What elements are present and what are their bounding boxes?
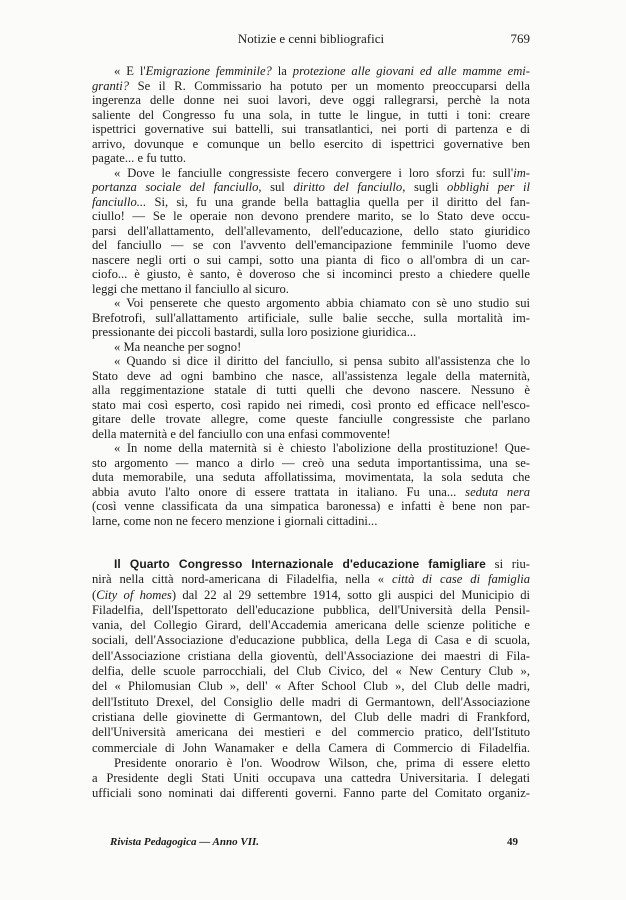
italic-text: portanza sociale del fanciullo	[92, 180, 259, 194]
italic-text: granti?	[92, 78, 130, 93]
italic-text: protezione alle giovani ed alle mamme emi-	[292, 64, 530, 78]
text-run: « Quando si dice il diritto del fanciullo, si pensa subito all'assistenza che lo	[114, 354, 530, 368]
text-line	[92, 282, 530, 297]
text-line	[92, 603, 530, 618]
text-run: Brefotrofi, sull'allattamento artificiale, sulle balie secche, sulla mortalità im-	[92, 310, 530, 325]
text-run: del fanciullo — se con l'avvento dell'emancipazione femminile l'uomo deve	[92, 238, 530, 252]
text-run: commerciale di John Wanamaker e della Camera di Commercio di Filadelfia.	[92, 740, 530, 755]
text-run: del « Philomusian Club », dell' « After School Club », del Club delle madri,	[92, 679, 530, 694]
text-run: , sugli	[402, 180, 448, 194]
text-run: ufficiali sono nominati dai differenti governi. Fanno parte del Comitato organiz-	[92, 786, 530, 801]
text-run: delfia, delle scuole parrocchiali, del Club Civico, del « New Century Club »,	[92, 664, 530, 679]
text-run: leggi che mettano il fanciullo al sicuro.	[92, 281, 289, 296]
paragraph	[92, 441, 530, 528]
text-run: la	[271, 64, 293, 78]
paragraph	[92, 340, 530, 355]
journal-signature: Rivista Pedagogica — Anno VII.	[110, 836, 260, 848]
text-line	[92, 557, 530, 572]
text-run: gitare delle trovate allegre, come queste fanciulle congressiste che parlano	[92, 412, 530, 426]
text-line	[92, 108, 530, 123]
text-line	[92, 771, 530, 786]
text-run: Si, si, fu una grande bella battaglia quella per il diritto del fan-	[146, 194, 530, 209]
text-run: dell'Università americana dei mestieri e del commercio pratico, dell'Istituto	[92, 725, 530, 740]
text-run: dell'Istituto Drexel, del Consiglio delle madri di Germantown, dell'Associazione	[92, 694, 530, 709]
text-run: dell'Associazione cristiana della gioventù, dell'Associazione dei maestri di Fila-	[92, 648, 530, 663]
text-run: « Dove le fanciulle congressiste fecero convergere i loro sforzi fu: sull'	[114, 165, 514, 180]
text-run: cristiana delle giovinette di Germantown, del Club delle madri di Frankford,	[92, 709, 530, 724]
text-line	[92, 756, 530, 771]
text-run: arrivo, dovunque e comunque un bello esercito di ispettrici governative ben	[92, 136, 530, 151]
text-run: stato mai così esperto, così rapido nei rimedi, così pronto ed efficace nell'esco-	[92, 397, 530, 412]
text-run: alla reggimentazione statale di tutti quelli che devono nascere. Nessuno è	[92, 383, 530, 397]
text-line	[92, 456, 530, 471]
text-line	[92, 649, 530, 664]
bold-heading-text: Il Quarto Congresso Internazionale d'educazione famigliare	[114, 557, 486, 571]
text-line	[92, 572, 530, 587]
text-run: ingerenza delle donne nei suoi lavori, deve oggi rallegrarsi, perchè la nota	[92, 93, 530, 107]
text-line	[92, 224, 530, 239]
text-run: sto argomento — manco a dirlo — creò una seduta importantissima, una se-	[92, 455, 530, 470]
paragraph	[92, 166, 530, 297]
italic-text: Emigrazione femminile?	[145, 64, 272, 78]
text-run: ispettrici governative sui battelli, sui transatlantici, nei porti di partenza e di	[92, 122, 530, 136]
sheet-number: 49	[507, 836, 518, 848]
section-fourth-congress	[92, 557, 530, 802]
text-run: « In nome della maternità si è chiesto l'abolizione della prostituzione! Que-	[114, 441, 530, 455]
text-run: si riu-	[485, 557, 530, 571]
text-line	[92, 485, 530, 500]
text-line	[92, 166, 530, 181]
text-line	[92, 710, 530, 725]
text-line	[92, 633, 530, 648]
text-run: « Voi penserete che questo argomento abbia chiamato con sè uno studio sui	[114, 296, 530, 310]
text-line	[92, 195, 530, 210]
text-run: nascere negli orti o sui campi, sotto una pianta di fico o all'ombra di un car-	[92, 252, 530, 267]
text-line	[92, 180, 530, 195]
text-line	[92, 340, 530, 355]
text-run: Se il R. Commissario ha potuto per un momento preoccuparsi della	[129, 78, 530, 93]
page-number: 769	[510, 31, 530, 46]
text-line	[92, 679, 530, 694]
text-line	[92, 267, 530, 282]
text-run: duta memorabile, una seduta affollatissima, movimentata, la sola seduta che	[92, 470, 530, 484]
text-line	[92, 296, 530, 311]
section-congress-report	[92, 64, 530, 528]
running-title: Notizie e cenni bibliografici	[237, 31, 385, 46]
text-run: « Ma neanche per sogno!	[114, 339, 242, 354]
text-run: (	[92, 587, 97, 602]
italic-text: seduta nera	[465, 484, 530, 499]
text-run: nirà nella città nord-americana di Filadelfia, nella «	[92, 572, 393, 587]
text-line	[92, 238, 530, 253]
text-run: larne, come non ne fecero menzione i giornali cittadini...	[92, 513, 378, 528]
text-line	[92, 441, 530, 456]
text-run: (così venne classificata da una simpatica baronessa) e infatti è bene non par-	[92, 499, 530, 513]
page-footer	[110, 836, 518, 848]
text-line	[92, 514, 530, 529]
text-line	[92, 588, 530, 603]
text-run: della maternità e del fanciullo con una enfasi commovente!	[92, 426, 391, 441]
text-line	[92, 398, 530, 413]
text-line	[92, 137, 530, 152]
paragraph	[92, 296, 530, 340]
text-line	[92, 209, 530, 224]
text-line	[92, 79, 530, 94]
text-line	[92, 311, 530, 326]
running-header	[92, 31, 530, 47]
text-line	[92, 122, 530, 137]
text-line	[92, 695, 530, 710]
text-line	[92, 383, 530, 398]
italic-text: città di case di famiglia	[392, 572, 530, 587]
italic-text: City of homes	[96, 587, 172, 602]
text-run: ciullo! — Se le operaie non devono prendere marito, se lo Stato deve occu-	[92, 209, 530, 223]
text-line	[92, 427, 530, 442]
text-line	[92, 325, 530, 340]
text-line	[92, 253, 530, 268]
text-run: vania, del Collegio Girard, dell'Accademia americana delle scienze politiche e	[92, 618, 530, 633]
text-line	[92, 369, 530, 384]
text-line	[92, 664, 530, 679]
paragraph	[92, 354, 530, 441]
text-line	[92, 93, 530, 108]
text-line	[92, 354, 530, 369]
text-line	[92, 499, 530, 514]
text-run: abbia avuto l'alto onore di essere trattata in italiano. Fu una...	[92, 484, 466, 499]
text-line	[92, 618, 530, 633]
text-run: pressionante dei piccoli bastardi, sulla loro posizione giuridica...	[92, 325, 417, 339]
text-line	[92, 412, 530, 427]
text-run: parsi dell'allattamento, dell'allevamento, dell'educazione, dello stato giuridico	[92, 223, 530, 238]
text-run: Presidente onorario è l'on. Woodrow Wilson, che, prima di essere eletto	[114, 755, 530, 770]
text-run: sociali, dell'Associazione d'educazione pubblica, della Lega di Casa e di scuola,	[92, 633, 530, 648]
text-run: Stato deve ad ogni bambino che nasce, all'assistenza legale della maternità,	[92, 368, 530, 383]
text-line	[92, 151, 530, 166]
text-line	[92, 725, 530, 740]
text-line	[92, 741, 530, 756]
paragraph	[92, 756, 530, 802]
text-run: « E l'	[114, 64, 146, 78]
paragraph	[92, 557, 530, 756]
text-line	[92, 64, 530, 79]
text-run: ciofo... è giusto, è santo, è doveroso che si incominci presto a chiedere quelle	[92, 267, 530, 281]
italic-text: im-	[513, 165, 530, 180]
italic-text: fanciullo...	[92, 194, 147, 209]
italic-text: obblighi per il	[447, 180, 530, 194]
text-run: Filadelfia, dell'Ispettorato dell'educazione pubblica, dell'Università della Pensil-	[92, 602, 530, 617]
text-run: , sul	[258, 180, 294, 194]
text-line	[92, 470, 530, 485]
text-run: saliente del Congresso fu una sola, in tutte le lingue, in tutti i toni: creare	[92, 107, 530, 122]
paragraph	[92, 64, 530, 166]
text-run: ) dal 22 al 29 settembre 1914, sotto gli auspici del Municipio di	[171, 587, 530, 602]
text-run: a Presidente degli Stati Uniti occupava una cattedra Universitaria. I delegati	[92, 771, 530, 786]
text-run: pagate... e fu tutto.	[92, 151, 187, 165]
italic-text: diritto del fanciullo	[293, 180, 403, 194]
text-line	[92, 786, 530, 801]
